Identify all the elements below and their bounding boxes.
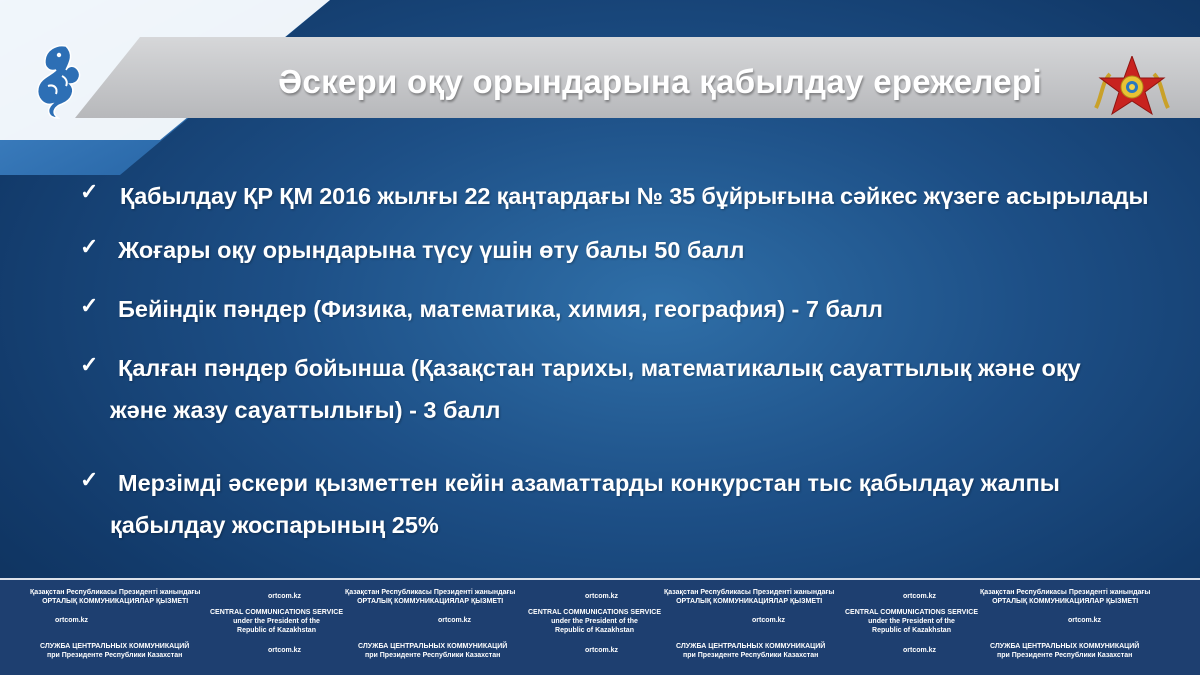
footer-en-block: CENTRAL COMMUNICATIONS SERVICE under the President of the Republic of Kazakhstan [210,609,344,634]
bullet-4-line-1: Қалған пәндер бойынша (Қазақстан тарихы, математикалық сауаттылық және оқу [118,355,1081,381]
check-icon: ✓ [80,352,99,377]
footer-site: ortcom.kz [268,647,302,654]
footer-site: ortcom.kz [903,593,937,600]
bullet-4-line-2: және жазу сауаттылығы) - 3 балл [110,397,501,423]
check-icon: ✓ [80,234,99,259]
footer-en-block: CENTRAL COMMUNICATIONS SERVICE under the President of the Republic of Kazakhstan [528,609,662,634]
footer-watermark [0,578,1200,675]
footer-site: ortcom.kz [752,617,786,624]
bullet-3-line-1: Бейіндік пәндер (Физика, математика, химия, география) - 7 балл [118,296,883,322]
footer-kz-block: Қазақстан Республикасы Президенті жанындағы ОРТАЛЫҚ КОММУНИКАЦИЯЛАР ҚЫЗМЕТІ [980,589,1151,605]
footer-ru-block: СЛУЖБА ЦЕНТРАЛЬНЫХ КОММУНИКАЦИЙ при Президенте Республики Казахстан [676,643,826,659]
footer-en-block: CENTRAL COMMUNICATIONS SERVICE under the President of the Republic of Kazakhstan [845,609,979,634]
footer-site: ortcom.kz [903,647,937,654]
footer-site: ortcom.kz [438,617,472,624]
footer-site: ortcom.kz [268,593,302,600]
bullet-5-line-1: Мерзімді әскери қызметтен кейін азаматтарды конкурстан тыс қабылдау жалпы [118,470,1060,496]
footer-site: ortcom.kz [585,593,619,600]
bullet-2-line-1: Жоғары оқу орындарына түсу үшін өту балы 50 балл [118,237,745,263]
footer-ru-block: СЛУЖБА ЦЕНТРАЛЬНЫХ КОММУНИКАЦИЙ при Президенте Республики Казахстан [358,643,508,659]
check-icon: ✓ [80,179,99,204]
footer-kz-block: Қазақстан Республикасы Президенті жанындағы ОРТАЛЫҚ КОММУНИКАЦИЯЛАР ҚЫЗМЕТІ [345,589,516,605]
bullet-5-line-2: қабылдау жоспарының 25% [110,512,439,538]
footer-kz-block: Қазақстан Республикасы Президенті жанындағы ОРТАЛЫҚ КОММУНИКАЦИЯЛАР ҚЫЗМЕТІ [664,589,835,605]
footer-site: ortcom.kz [585,647,619,654]
footer-ru-block: СЛУЖБА ЦЕНТРАЛЬНЫХ КОММУНИКАЦИЙ при Президенте Республики Казахстан [40,643,190,659]
slide-title: Әскери оқу орындарына қабылдау ережелері [278,63,1042,100]
footer-kz-block: Қазақстан Республикасы Президенті жанындағы ОРТАЛЫҚ КОММУНИКАЦИЯЛАР ҚЫЗМЕТІ [30,589,201,605]
check-icon: ✓ [80,467,99,492]
footer-ru-block: СЛУЖБА ЦЕНТРАЛЬНЫХ КОММУНИКАЦИЙ при Президенте Республики Казахстан [990,643,1140,659]
footer-site: ortcom.kz [1068,617,1102,624]
bullet-1-line-1: Қабылдау ҚР ҚМ 2016 жылғы 22 қаңтардағы № 35 бұйрығына сәйкес жүзеге асырылады [120,183,1149,209]
check-icon: ✓ [80,293,99,318]
footer-site: ortcom.kz [55,617,89,624]
